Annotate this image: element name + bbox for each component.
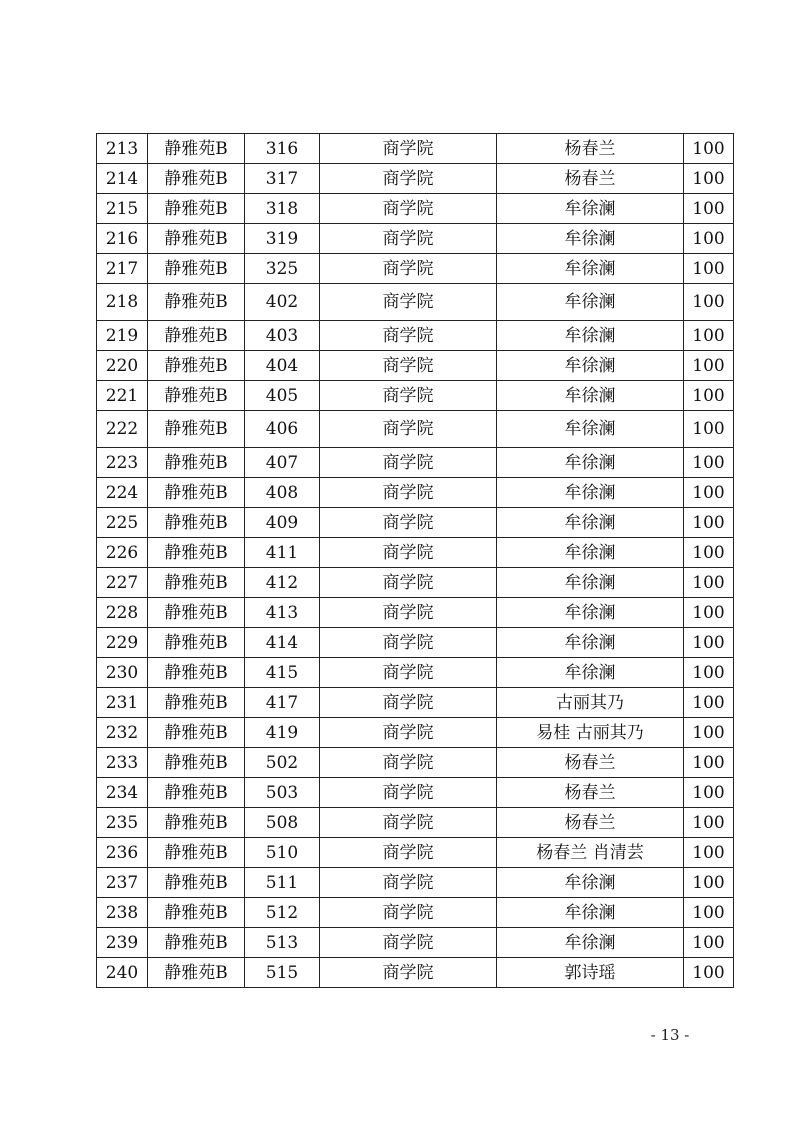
cell-score: 100 (684, 478, 734, 508)
cell-college: 商学院 (320, 808, 497, 838)
cell-building: 静雅苑B (148, 411, 245, 448)
cell-no: 236 (97, 838, 148, 868)
cell-building: 静雅苑B (148, 134, 245, 164)
cell-score: 100 (684, 718, 734, 748)
cell-no: 231 (97, 688, 148, 718)
table-row (97, 351, 734, 381)
cell-score: 100 (684, 224, 734, 254)
cell-score: 100 (684, 898, 734, 928)
cell-college: 商学院 (320, 478, 497, 508)
cell-no: 222 (97, 411, 148, 448)
table-row (97, 381, 734, 411)
cell-building: 静雅苑B (148, 928, 245, 958)
cell-score: 100 (684, 508, 734, 538)
cell-counselor: 牟徐澜 (497, 928, 684, 958)
cell-no: 217 (97, 254, 148, 284)
cell-score: 100 (684, 381, 734, 411)
cell-room: 414 (245, 628, 320, 658)
table-row (97, 838, 734, 868)
cell-counselor: 牟徐澜 (497, 411, 684, 448)
cell-no: 233 (97, 748, 148, 778)
cell-counselor: 牟徐澜 (497, 508, 684, 538)
table-body (97, 134, 734, 988)
cell-college: 商学院 (320, 688, 497, 718)
cell-counselor: 易桂 古丽其乃 (497, 718, 684, 748)
cell-room: 407 (245, 448, 320, 478)
cell-score: 100 (684, 134, 734, 164)
cell-room: 512 (245, 898, 320, 928)
cell-college: 商学院 (320, 748, 497, 778)
cell-room: 409 (245, 508, 320, 538)
cell-counselor: 牟徐澜 (497, 448, 684, 478)
cell-score: 100 (684, 748, 734, 778)
cell-room: 402 (245, 284, 320, 321)
table-row (97, 478, 734, 508)
cell-room: 406 (245, 411, 320, 448)
cell-building: 静雅苑B (148, 381, 245, 411)
cell-room: 511 (245, 868, 320, 898)
cell-score: 100 (684, 838, 734, 868)
table-row (97, 164, 734, 194)
cell-counselor: 牟徐澜 (497, 658, 684, 688)
cell-room: 403 (245, 321, 320, 351)
cell-room: 412 (245, 568, 320, 598)
cell-counselor: 牟徐澜 (497, 868, 684, 898)
cell-score: 100 (684, 164, 734, 194)
cell-counselor: 牟徐澜 (497, 194, 684, 224)
cell-no: 223 (97, 448, 148, 478)
cell-counselor: 杨春兰 (497, 778, 684, 808)
cell-college: 商学院 (320, 538, 497, 568)
cell-building: 静雅苑B (148, 838, 245, 868)
cell-building: 静雅苑B (148, 478, 245, 508)
cell-building: 静雅苑B (148, 351, 245, 381)
cell-college: 商学院 (320, 321, 497, 351)
cell-building: 静雅苑B (148, 718, 245, 748)
cell-room: 404 (245, 351, 320, 381)
cell-building: 静雅苑B (148, 778, 245, 808)
table-row (97, 284, 734, 321)
cell-building: 静雅苑B (148, 254, 245, 284)
cell-no: 235 (97, 808, 148, 838)
cell-no: 238 (97, 898, 148, 928)
cell-building: 静雅苑B (148, 658, 245, 688)
table-row (97, 568, 734, 598)
cell-building: 静雅苑B (148, 194, 245, 224)
cell-college: 商学院 (320, 838, 497, 868)
cell-no: 226 (97, 538, 148, 568)
cell-building: 静雅苑B (148, 568, 245, 598)
table-row (97, 628, 734, 658)
cell-counselor: 牟徐澜 (497, 598, 684, 628)
cell-room: 513 (245, 928, 320, 958)
cell-room: 411 (245, 538, 320, 568)
cell-building: 静雅苑B (148, 508, 245, 538)
cell-counselor: 杨春兰 (497, 164, 684, 194)
table-row (97, 254, 734, 284)
cell-no: 214 (97, 164, 148, 194)
cell-college: 商学院 (320, 898, 497, 928)
cell-building: 静雅苑B (148, 224, 245, 254)
cell-college: 商学院 (320, 928, 497, 958)
cell-college: 商学院 (320, 254, 497, 284)
cell-building: 静雅苑B (148, 598, 245, 628)
cell-no: 239 (97, 928, 148, 958)
cell-counselor: 牟徐澜 (497, 478, 684, 508)
cell-no: 237 (97, 868, 148, 898)
cell-no: 234 (97, 778, 148, 808)
cell-score: 100 (684, 351, 734, 381)
cell-college: 商学院 (320, 284, 497, 321)
table-row (97, 224, 734, 254)
cell-room: 502 (245, 748, 320, 778)
cell-counselor: 牟徐澜 (497, 381, 684, 411)
cell-building: 静雅苑B (148, 164, 245, 194)
table-row (97, 508, 734, 538)
cell-no: 228 (97, 598, 148, 628)
cell-no: 240 (97, 958, 148, 988)
cell-college: 商学院 (320, 598, 497, 628)
cell-no: 225 (97, 508, 148, 538)
cell-score: 100 (684, 688, 734, 718)
cell-college: 商学院 (320, 658, 497, 688)
cell-no: 227 (97, 568, 148, 598)
cell-counselor: 郭诗瑶 (497, 958, 684, 988)
cell-score: 100 (684, 568, 734, 598)
cell-building: 静雅苑B (148, 868, 245, 898)
cell-room: 515 (245, 958, 320, 988)
cell-building: 静雅苑B (148, 808, 245, 838)
cell-score: 100 (684, 448, 734, 478)
cell-room: 318 (245, 194, 320, 224)
cell-college: 商学院 (320, 568, 497, 598)
cell-score: 100 (684, 778, 734, 808)
cell-score: 100 (684, 284, 734, 321)
cell-college: 商学院 (320, 718, 497, 748)
table-row (97, 448, 734, 478)
cell-score: 100 (684, 658, 734, 688)
cell-no: 221 (97, 381, 148, 411)
cell-room: 319 (245, 224, 320, 254)
cell-score: 100 (684, 808, 734, 838)
cell-building: 静雅苑B (148, 688, 245, 718)
cell-score: 100 (684, 538, 734, 568)
table-row (97, 718, 734, 748)
cell-college: 商学院 (320, 628, 497, 658)
cell-college: 商学院 (320, 411, 497, 448)
cell-college: 商学院 (320, 134, 497, 164)
cell-room: 415 (245, 658, 320, 688)
cell-counselor: 牟徐澜 (497, 284, 684, 321)
cell-college: 商学院 (320, 508, 497, 538)
cell-counselor: 牟徐澜 (497, 351, 684, 381)
cell-building: 静雅苑B (148, 538, 245, 568)
cell-room: 503 (245, 778, 320, 808)
cell-score: 100 (684, 321, 734, 351)
cell-no: 220 (97, 351, 148, 381)
cell-building: 静雅苑B (148, 448, 245, 478)
cell-score: 100 (684, 628, 734, 658)
cell-room: 317 (245, 164, 320, 194)
cell-building: 静雅苑B (148, 628, 245, 658)
cell-college: 商学院 (320, 224, 497, 254)
table-row (97, 868, 734, 898)
cell-room: 405 (245, 381, 320, 411)
cell-counselor: 古丽其乃 (497, 688, 684, 718)
cell-college: 商学院 (320, 381, 497, 411)
cell-no: 219 (97, 321, 148, 351)
cell-score: 100 (684, 194, 734, 224)
cell-building: 静雅苑B (148, 284, 245, 321)
table-row (97, 411, 734, 448)
cell-no: 215 (97, 194, 148, 224)
cell-score: 100 (684, 254, 734, 284)
table-row (97, 808, 734, 838)
cell-no: 213 (97, 134, 148, 164)
cell-counselor: 牟徐澜 (497, 538, 684, 568)
cell-college: 商学院 (320, 868, 497, 898)
cell-counselor: 牟徐澜 (497, 254, 684, 284)
cell-building: 静雅苑B (148, 321, 245, 351)
table-row (97, 598, 734, 628)
cell-score: 100 (684, 868, 734, 898)
cell-no: 224 (97, 478, 148, 508)
cell-college: 商学院 (320, 194, 497, 224)
cell-room: 510 (245, 838, 320, 868)
cell-counselor: 牟徐澜 (497, 321, 684, 351)
cell-score: 100 (684, 411, 734, 448)
cell-no: 216 (97, 224, 148, 254)
cell-counselor: 牟徐澜 (497, 224, 684, 254)
page-number: - 13 - (650, 1026, 690, 1044)
cell-counselor: 杨春兰 (497, 748, 684, 778)
cell-building: 静雅苑B (148, 748, 245, 778)
cell-counselor: 杨春兰 肖清芸 (497, 838, 684, 868)
table-row (97, 958, 734, 988)
cell-counselor: 牟徐澜 (497, 628, 684, 658)
cell-college: 商学院 (320, 448, 497, 478)
cell-building: 静雅苑B (148, 958, 245, 988)
table-row (97, 658, 734, 688)
cell-college: 商学院 (320, 164, 497, 194)
cell-college: 商学院 (320, 778, 497, 808)
dormitory-score-table (96, 133, 734, 988)
cell-counselor: 杨春兰 (497, 808, 684, 838)
table-row (97, 748, 734, 778)
table-row (97, 321, 734, 351)
cell-college: 商学院 (320, 351, 497, 381)
cell-room: 325 (245, 254, 320, 284)
cell-score: 100 (684, 928, 734, 958)
cell-score: 100 (684, 958, 734, 988)
cell-no: 229 (97, 628, 148, 658)
table-row (97, 778, 734, 808)
cell-room: 419 (245, 718, 320, 748)
cell-room: 508 (245, 808, 320, 838)
cell-counselor: 牟徐澜 (497, 898, 684, 928)
cell-score: 100 (684, 598, 734, 628)
cell-building: 静雅苑B (148, 898, 245, 928)
cell-room: 408 (245, 478, 320, 508)
cell-counselor: 牟徐澜 (497, 568, 684, 598)
table-row (97, 928, 734, 958)
cell-no: 230 (97, 658, 148, 688)
cell-college: 商学院 (320, 958, 497, 988)
cell-no: 218 (97, 284, 148, 321)
table-row (97, 194, 734, 224)
table-row (97, 688, 734, 718)
cell-counselor: 杨春兰 (497, 134, 684, 164)
cell-room: 316 (245, 134, 320, 164)
cell-no: 232 (97, 718, 148, 748)
table-row (97, 898, 734, 928)
table-row (97, 538, 734, 568)
table-row (97, 134, 734, 164)
cell-room: 413 (245, 598, 320, 628)
cell-room: 417 (245, 688, 320, 718)
